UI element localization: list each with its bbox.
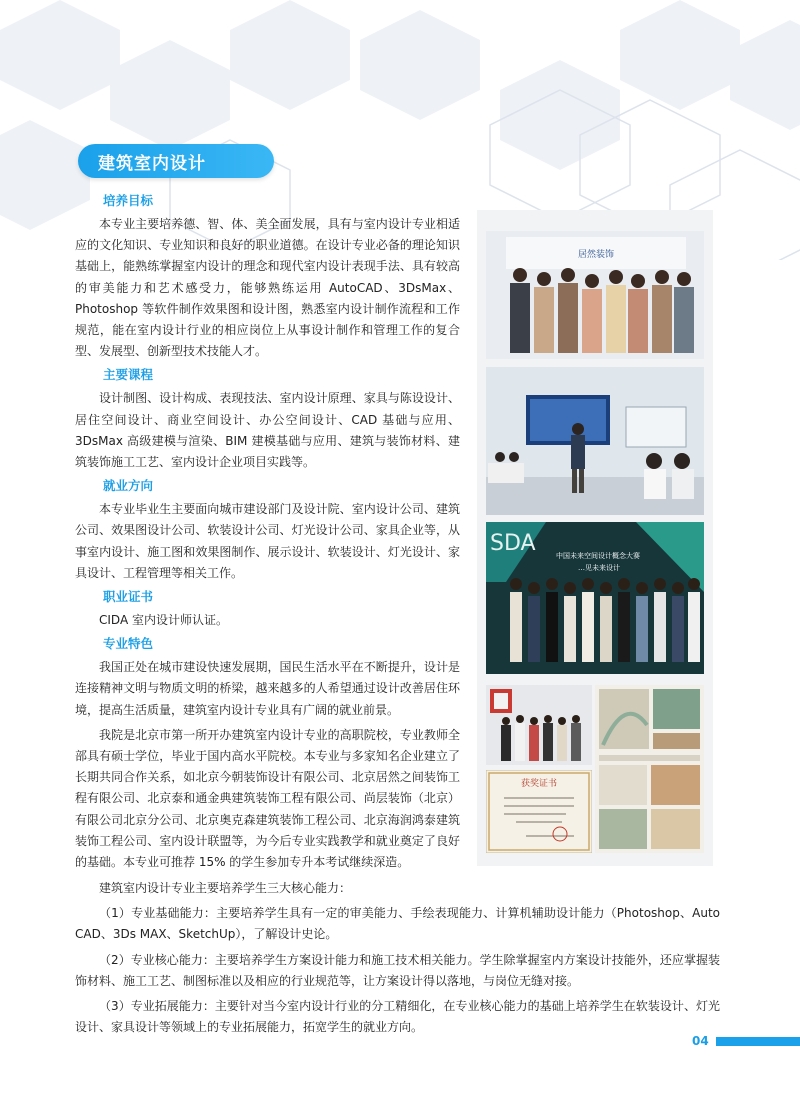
abilities-intro: 建筑室内设计专业主要培养学生三大核心能力： [99, 881, 352, 895]
heading-employment: 就业方向 [103, 478, 154, 494]
photo-collage [477, 210, 713, 866]
heading-main-courses: 主要课程 [103, 367, 154, 383]
design-board-photo [595, 685, 704, 853]
main-courses-text: 设计制图、设计构成、表现技法、室内设计原理、家具与陈设设计、居住空间设计、商业空间设计、办公空间设计、CAD 基础与应用、3DsMax 高级建模与渲染、BIM 建模基础与应用、建筑与装饰材料、建筑装饰施工工艺、室内设计企业项目实践等。 [75, 391, 460, 470]
banner-text: 居然装饰 [577, 250, 615, 260]
features-text-2: 我院是北京市第一所开办建筑室内设计专业的高职院校，专业教师全部具有硕士学位，毕业于国内高水平院校。本专业与多家知名企业建立了长期共同合作关系，如北京今朝装饰设计有限公司、北京居然之间装饰工程有限公司、北京泰和通金典建筑装饰工程有限公司、尚层装饰（北京）有限公司北京分公司、北京奥克森建筑装饰工程公司、北京海润鸿泰建筑装饰工程公司、室内设计联盟等，为今后专业实践教学和就业奠定了良好的基础。本专业可推荐 15% 的学生参加专升本考试继续深造。 [75, 727, 460, 870]
heading-certificate: 职业证书 [103, 589, 154, 605]
training-goal-text: 本专业主要培养德、智、体、美全面发展，具有与室内设计专业相适应的文化知识、专业知识和良好的职业道德。在设计专业必备的理论知识基础上，能熟练掌握室内设计的理念和现代室内设计表现手法、具有较高的审美能力和艺术感受力，能够熟练运用 AutoCAD、3DsMax、Photoshop 等软件制作效果图和设计图，熟悉室内设计制作流程和工作规范，能在室内设计行业的相应岗位上从事设计制作和管理工作的复合型、发展型、创新型技术技能人才。 [75, 217, 460, 359]
core-abilities-block [75, 878, 720, 1042]
certificate-title: 获奖证书 [520, 779, 558, 789]
certificate-photo [486, 770, 592, 853]
event-title: 中国未来空间设计概念大赛 [556, 552, 640, 560]
heading-features: 专业特色 [103, 636, 154, 652]
group-photo [486, 231, 704, 359]
section-title: 建筑室内设计 [98, 154, 206, 174]
ability-basic: （1）专业基础能力：主要培养学生具有一定的审美能力、手绘表现能力、计算机辅助设计能力（Photoshop、Auto CAD、3Ds MAX、SketchUp），了解设计史论。 [75, 906, 721, 942]
screen-big-text: SDA [490, 531, 536, 556]
team-photo [486, 685, 592, 765]
features-text-1: 我国正处在城市建设快速发展期，国民生活水平在不断提升，设计是连接精神文明与物质文明的桥梁，越来越多的人希望通过设计改善居住环境，提高生活质量，建筑室内设计专业具有广阔的就业前景。 [75, 660, 460, 717]
design-event-photo [486, 522, 704, 674]
ability-extended: （3）专业拓展能力：主要针对当今室内设计行业的分工精细化，在专业核心能力的基础上培养学生在软装设计、灯光设计、家具设计等领域上的专业拓展能力，拓宽学生的就业方向。 [75, 999, 720, 1035]
heading-training-goal: 培养目标 [103, 193, 154, 208]
event-subtitle: …见未来设计 [578, 564, 620, 572]
employment-text: 本专业毕业生主要面向城市建设部门及设计院、室内设计公司、建筑公司、效果图设计公司、软装设计公司、灯光设计公司、家具企业等，从事室内设计、施工图和效果图制作、展示设计、软装设计、灯光设计、家具设计、工程管理等相关工作。 [75, 502, 460, 580]
section-title-bar [78, 144, 274, 178]
page-number-bar [716, 1037, 800, 1046]
page-number: 04 [692, 1034, 709, 1048]
main-text-column [75, 192, 460, 877]
ability-core: （2）专业核心能力：主要培养学生方案设计能力和施工技术相关能力。学生除掌握室内方案设计技能外，还应掌握装饰材料、施工工艺、制图标准以及相应的行业规范等，让方案设计得以落地，与岗位无缝对接。 [75, 952, 720, 988]
certificate-text: CIDA 室内设计师认证。 [99, 613, 228, 628]
classroom-photo [486, 367, 704, 515]
